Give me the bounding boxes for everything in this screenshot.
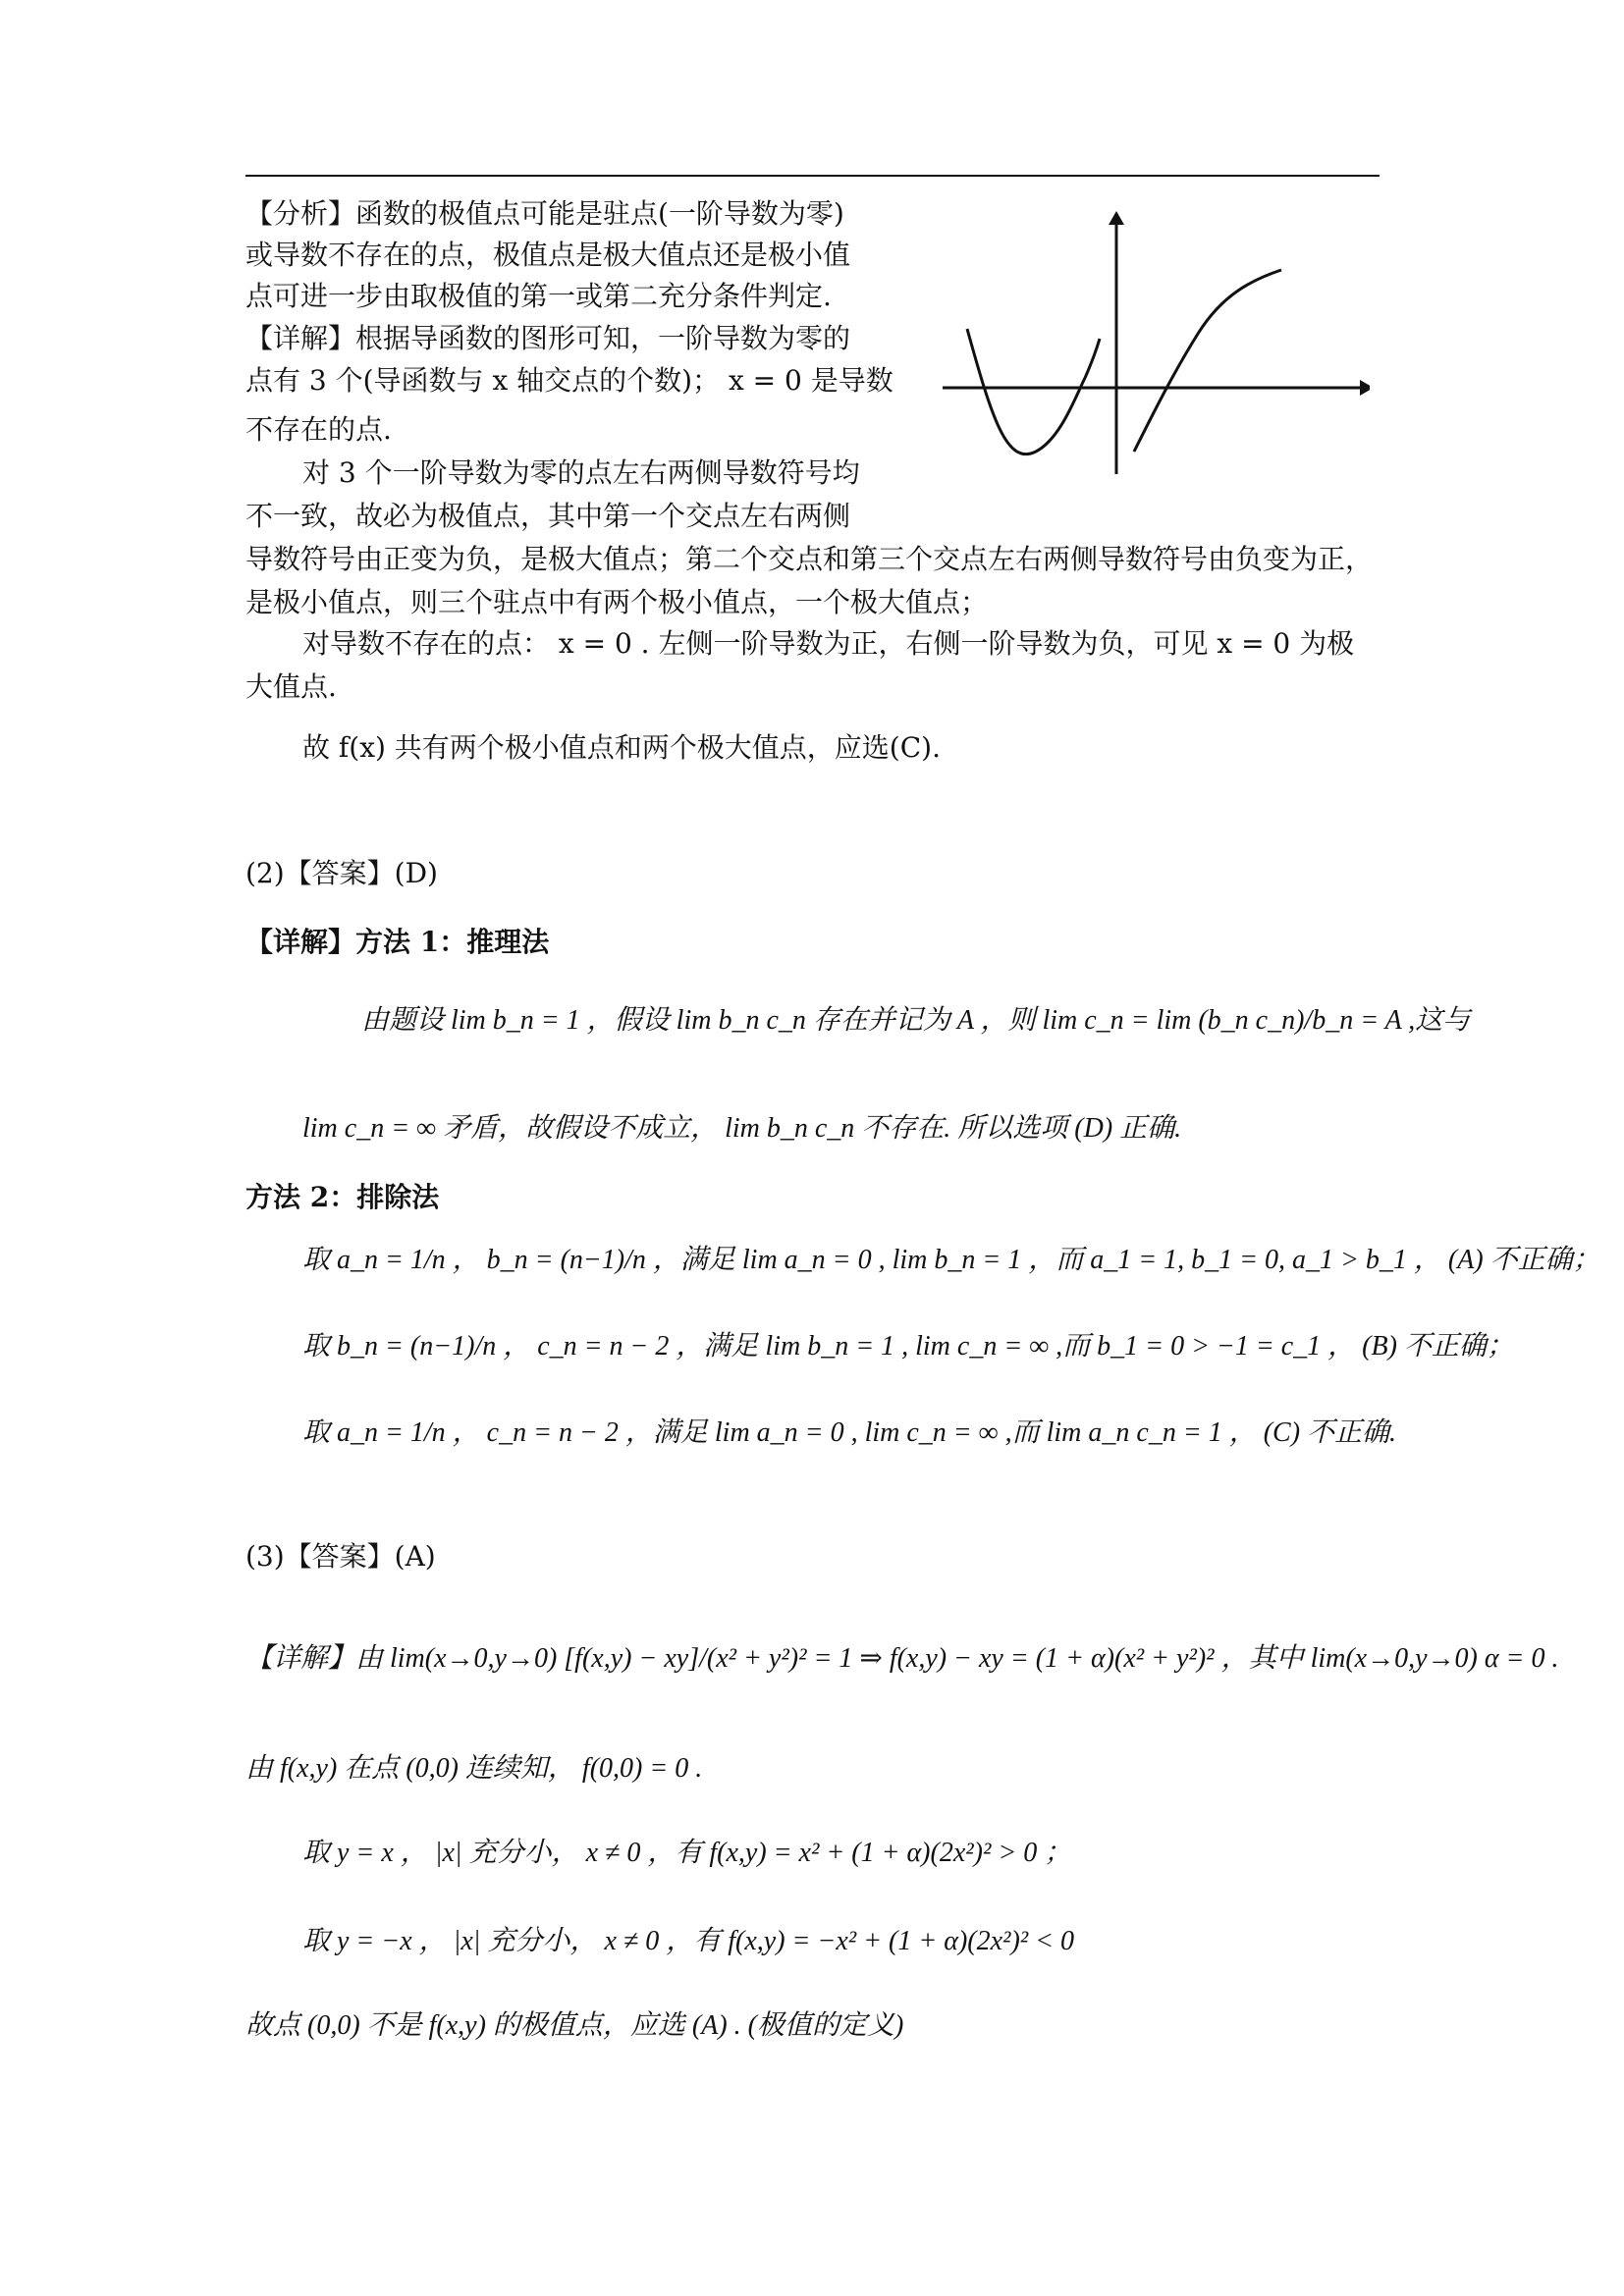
q3-line-3: 取 y = x ， |x| 充分小， x ≠ 0 ，有 f(x,y) = x² + (1 + α)(2x²)² > 0 ； — [302, 1838, 1072, 1868]
detail1-line-3: 不存在的点. — [245, 413, 392, 446]
analysis-line-1: 【分析】函数的极值点可能是驻点(一阶导数为零) — [245, 197, 844, 230]
detail1-line-7: 是极小值点，则三个驻点中有两个极小值点，一个极大值点； — [245, 586, 989, 618]
x-axis-arrow-icon — [1360, 380, 1370, 396]
q2-answer-head: (2)【答案】(D) — [245, 857, 438, 889]
q2-method2-line-1: 取 a_n = 1/n ， b_n = (n−1)/n ，满足 lim a_n = 0 , lim b_n = 1 ，而 a_1 = 1, b_1 = 0, a_1 > b_1 ， (A) 不正确； — [302, 1245, 1600, 1275]
detail1-line-5: 不一致，故必为极值点，其中第一个交点左右两侧 — [245, 500, 851, 532]
q3-answer-head: (3)【答案】(A) — [245, 1540, 436, 1573]
detail1-line-9: 大值点. — [245, 670, 337, 703]
q2-method1-line-2: lim c_n = ∞ 矛盾，故假设不成立， lim b_n c_n 不存在. 所以选项 (D) 正确. — [302, 1113, 1182, 1144]
q2-method2-line-3: 取 a_n = 1/n ， c_n = n − 2 ，满足 lim a_n = 0 , lim c_n = ∞ ,而 lim a_n c_n = 1 ， (C) 不正确. — [302, 1417, 1397, 1448]
q3-line-2: 由 f(x,y) 在点 (0,0) 连续知， f(0,0) = 0 . — [245, 1753, 703, 1784]
q2-detail-head: 【详解】方法 1：推理法 — [245, 926, 550, 958]
detail1-line-8: 对导数不存在的点： x = 0 . 左侧一阶导数为正，右侧一阶导数为负，可见 x = 0 为极 — [302, 627, 1355, 660]
detail1-line-6: 导数符号由正变为负，是极大值点；第二个交点和第三个交点左右两侧导数符号由负变为正， — [245, 543, 1374, 575]
q3-line-5: 故点 (0,0) 不是 f(x,y) 的极值点，应选 (A) . (极值的定义) — [245, 2010, 904, 2041]
q3-line-4: 取 y = −x ， |x| 充分小， x ≠ 0 ，有 f(x,y) = −x² + (1 + α)(2x²)² < 0 — [302, 1926, 1075, 1956]
header-rule — [245, 175, 1380, 177]
derivative-curve-right — [1134, 270, 1281, 452]
q2-method1-line-1: 由题设 lim b_n = 1 ，假设 lim b_n c_n 存在并记为 A ，则 lim c_n = lim (b_n c_n)/b_n = A ,这与 — [361, 1005, 1471, 1036]
derivative-graph-figure — [938, 211, 1370, 481]
detail1-line-2: 点有 3 个(导函数与 x 轴交点的个数)； x = 0 是导数 — [245, 364, 893, 397]
detail1-line-4: 对 3 个一阶导数为零的点左右两侧导数符号均 — [302, 456, 860, 489]
analysis-line-3: 点可进一步由取极值的第一或第二充分条件判定. — [245, 280, 832, 312]
q3-line-1: 【详解】由 lim(x→0,y→0) [f(x,y) − xy]/(x² + y²)² = 1 ⇒ f(x,y) − xy = (1 + α)(x² + y²)² ，其中 lim(x→0,y→0) α = 0 . — [245, 1643, 1559, 1674]
y-axis-arrow-icon — [1109, 211, 1124, 225]
q2-method2-head: 方法 2：排除法 — [245, 1181, 440, 1213]
analysis-line-2: 或导数不存在的点，极值点是极大值点还是极小值 — [245, 239, 851, 271]
q2-method2-line-2: 取 b_n = (n−1)/n ， c_n = n − 2 ，满足 lim b_n = 1 , lim c_n = ∞ ,而 b_1 = 0 > −1 = c_1 ， (B) 不正确； — [302, 1331, 1514, 1362]
detail1-line-1: 【详解】根据导函数的图形可知，一阶导数为零的 — [245, 322, 851, 354]
derivative-curve-left — [967, 329, 1100, 454]
detail1-line-10: 故 f(x) 共有两个极小值点和两个极大值点，应选(C). — [302, 731, 941, 764]
